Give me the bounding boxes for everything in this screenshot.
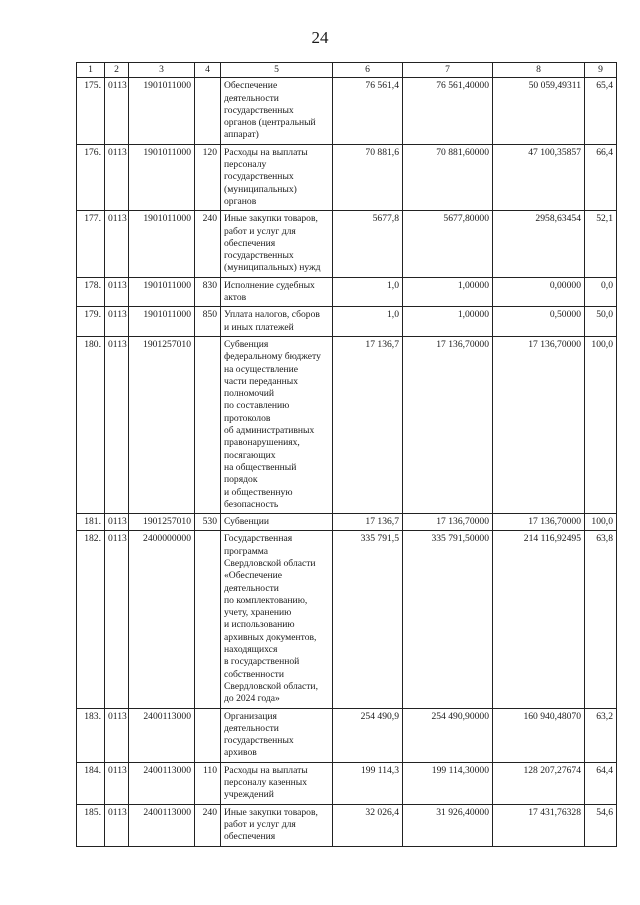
planned-amount: 254 490,9 — [333, 708, 403, 762]
target-code: 1901011000 — [129, 211, 195, 277]
target-code: 1901011000 — [129, 307, 195, 337]
table-row — [77, 804, 617, 846]
description-line: Свердловской области, — [224, 680, 318, 692]
table-row — [77, 277, 617, 307]
target-code: 2400000000 — [129, 531, 195, 708]
description-line: Исполнение судебных — [224, 279, 315, 291]
refined-amount: 335 791,50000 — [403, 531, 493, 708]
row-number: 177. — [77, 211, 105, 277]
description-line: Субвенция — [224, 338, 269, 350]
target-code: 2400113000 — [129, 708, 195, 762]
execution-percent: 100,0 — [585, 336, 617, 513]
description-line: Обеспечение — [224, 80, 278, 92]
target-code: 1901011000 — [129, 78, 195, 144]
description-line: Иные закупки товаров, — [224, 213, 318, 225]
row-description — [221, 307, 333, 337]
section-code: 0113 — [105, 211, 129, 277]
execution-percent: 50,0 — [585, 307, 617, 337]
description-line: архивов — [224, 747, 257, 759]
refined-amount: 5677,80000 — [403, 211, 493, 277]
table-row — [77, 708, 617, 762]
target-code: 2400113000 — [129, 804, 195, 846]
description-line: правонарушениях, — [224, 437, 300, 449]
execution-percent: 64,4 — [585, 762, 617, 804]
expense-type-code — [195, 708, 221, 762]
target-code: 1901257010 — [129, 514, 195, 531]
row-number: 181. — [77, 514, 105, 531]
column-header: 3 — [129, 63, 195, 78]
row-number: 184. — [77, 762, 105, 804]
execution-percent: 54,6 — [585, 804, 617, 846]
row-number: 182. — [77, 531, 105, 708]
description-line: архивных документов, — [224, 631, 317, 643]
description-line: (муниципальных) — [224, 183, 297, 195]
description-line: органов — [224, 195, 257, 207]
description-line: по комплектованию, — [224, 594, 308, 606]
description-line: и иных платежей — [224, 321, 294, 333]
table-row — [77, 78, 617, 144]
row-number: 175. — [77, 78, 105, 144]
column-header: 6 — [333, 63, 403, 78]
description-line: обеспечения — [224, 831, 276, 843]
description-line: Организация — [224, 710, 277, 722]
description-line: на общественный — [224, 461, 297, 473]
table-row — [77, 144, 617, 210]
description-line: в государственной — [224, 656, 300, 668]
row-number: 176. — [77, 144, 105, 210]
refined-amount: 1,00000 — [403, 277, 493, 307]
description-line: «Обеспечение — [224, 570, 282, 582]
row-number: 179. — [77, 307, 105, 337]
description-line: и общественную — [224, 486, 293, 498]
section-code: 0113 — [105, 336, 129, 513]
row-description — [221, 531, 333, 708]
section-code: 0113 — [105, 531, 129, 708]
description-line: Иные закупки товаров, — [224, 806, 318, 818]
execution-percent: 63,8 — [585, 531, 617, 708]
description-line: федеральному бюджету — [224, 351, 321, 363]
description-line: протоколов — [224, 412, 271, 424]
column-header: 2 — [105, 63, 129, 78]
target-code: 1901011000 — [129, 144, 195, 210]
description-line: актов — [224, 292, 247, 304]
row-description — [221, 708, 333, 762]
description-line: об административных — [224, 425, 315, 437]
description-line: порядок — [224, 474, 258, 486]
executed-amount: 0,50000 — [493, 307, 585, 337]
expense-type-code — [195, 78, 221, 144]
description-line: учету, хранению — [224, 607, 292, 619]
description-line: работ и услуг для — [224, 818, 296, 830]
executed-amount: 17 136,70000 — [493, 336, 585, 513]
description-line: Государственная — [224, 533, 293, 545]
target-code: 1901011000 — [129, 277, 195, 307]
description-line: государственных — [224, 171, 294, 183]
executed-amount: 0,00000 — [493, 277, 585, 307]
description-line: программа — [224, 545, 269, 557]
description-line: государственных — [224, 735, 294, 747]
executed-amount: 47 100,35857 — [493, 144, 585, 210]
column-header: 7 — [403, 63, 493, 78]
expense-type-code — [195, 336, 221, 513]
section-code: 0113 — [105, 708, 129, 762]
target-code: 2400113000 — [129, 762, 195, 804]
expense-type-code: 530 — [195, 514, 221, 531]
expense-type-code: 830 — [195, 277, 221, 307]
executed-amount: 128 207,27674 — [493, 762, 585, 804]
description-line: Свердловской области — [224, 557, 316, 569]
refined-amount: 1,00000 — [403, 307, 493, 337]
column-header: 8 — [493, 63, 585, 78]
table-row — [77, 336, 617, 513]
refined-amount: 254 490,90000 — [403, 708, 493, 762]
description-line: части переданных — [224, 375, 299, 387]
row-description — [221, 336, 333, 513]
planned-amount: 17 136,7 — [333, 514, 403, 531]
section-code: 0113 — [105, 804, 129, 846]
description-line: деятельности — [224, 582, 279, 594]
expense-type-code — [195, 531, 221, 708]
row-description — [221, 277, 333, 307]
execution-percent: 0,0 — [585, 277, 617, 307]
execution-percent: 100,0 — [585, 514, 617, 531]
description-line: государственных — [224, 104, 294, 116]
refined-amount: 76 561,40000 — [403, 78, 493, 144]
description-line: персоналу казенных — [224, 777, 308, 789]
table-row — [77, 514, 617, 531]
expense-type-code: 240 — [195, 211, 221, 277]
execution-percent: 65,4 — [585, 78, 617, 144]
target-code: 1901257010 — [129, 336, 195, 513]
executed-amount: 2958,63454 — [493, 211, 585, 277]
column-header: 4 — [195, 63, 221, 78]
planned-amount: 199 114,3 — [333, 762, 403, 804]
description-line: Уплата налогов, сборов — [224, 309, 320, 321]
row-number: 183. — [77, 708, 105, 762]
planned-amount: 335 791,5 — [333, 531, 403, 708]
executed-amount: 214 116,92495 — [493, 531, 585, 708]
description-line: безопасность — [224, 498, 279, 510]
section-code: 0113 — [105, 277, 129, 307]
planned-amount: 5677,8 — [333, 211, 403, 277]
expense-type-code: 120 — [195, 144, 221, 210]
refined-amount: 31 926,40000 — [403, 804, 493, 846]
description-line: аппарат) — [224, 129, 259, 141]
budget-table — [76, 62, 617, 847]
description-line: персоналу — [224, 159, 267, 171]
description-line: деятельности — [224, 92, 279, 104]
description-line: полномочий — [224, 388, 275, 400]
executed-amount: 17 431,76328 — [493, 804, 585, 846]
planned-amount: 1,0 — [333, 307, 403, 337]
row-description — [221, 762, 333, 804]
description-line: государственных — [224, 250, 294, 262]
row-description — [221, 514, 333, 531]
column-header: 1 — [77, 63, 105, 78]
refined-amount: 17 136,70000 — [403, 336, 493, 513]
description-line: Расходы на выплаты — [224, 146, 308, 158]
planned-amount: 76 561,4 — [333, 78, 403, 144]
row-number: 185. — [77, 804, 105, 846]
execution-percent: 52,1 — [585, 211, 617, 277]
executed-amount: 160 940,48070 — [493, 708, 585, 762]
row-description — [221, 78, 333, 144]
section-code: 0113 — [105, 78, 129, 144]
refined-amount: 199 114,30000 — [403, 762, 493, 804]
planned-amount: 1,0 — [333, 277, 403, 307]
table-row — [77, 531, 617, 708]
row-description — [221, 804, 333, 846]
description-line: (муниципальных) нужд — [224, 262, 321, 274]
row-description — [221, 144, 333, 210]
column-header: 5 — [221, 63, 333, 78]
executed-amount: 17 136,70000 — [493, 514, 585, 531]
execution-percent: 66,4 — [585, 144, 617, 210]
row-description — [221, 211, 333, 277]
description-line: Расходы на выплаты — [224, 764, 308, 776]
section-code: 0113 — [105, 144, 129, 210]
planned-amount: 32 026,4 — [333, 804, 403, 846]
planned-amount: 70 881,6 — [333, 144, 403, 210]
header-row — [77, 63, 617, 78]
refined-amount: 17 136,70000 — [403, 514, 493, 531]
row-number: 178. — [77, 277, 105, 307]
description-line: и использованию — [224, 619, 295, 631]
section-code: 0113 — [105, 762, 129, 804]
description-line: учреждений — [224, 789, 274, 801]
executed-amount: 50 059,49311 — [493, 78, 585, 144]
expense-type-code: 240 — [195, 804, 221, 846]
description-line: органов (центральный — [224, 117, 316, 129]
description-line: находящихся — [224, 644, 278, 656]
execution-percent: 63,2 — [585, 708, 617, 762]
section-code: 0113 — [105, 307, 129, 337]
description-line: до 2024 года» — [224, 693, 280, 705]
expense-type-code: 110 — [195, 762, 221, 804]
description-line: собственности — [224, 668, 285, 680]
expense-type-code: 850 — [195, 307, 221, 337]
description-line: Субвенции — [224, 516, 269, 528]
planned-amount: 17 136,7 — [333, 336, 403, 513]
description-line: на осуществление — [224, 363, 299, 375]
section-code: 0113 — [105, 514, 129, 531]
description-line: по составлению — [224, 400, 290, 412]
page-number: 24 — [311, 28, 329, 47]
description-line: посягающих — [224, 449, 276, 461]
table-row — [77, 307, 617, 337]
column-header: 9 — [585, 63, 617, 78]
table-row — [77, 762, 617, 804]
row-number: 180. — [77, 336, 105, 513]
table-row — [77, 211, 617, 277]
description-line: обеспечения — [224, 237, 276, 249]
description-line: деятельности — [224, 722, 279, 734]
description-line: работ и услуг для — [224, 225, 296, 237]
refined-amount: 70 881,60000 — [403, 144, 493, 210]
